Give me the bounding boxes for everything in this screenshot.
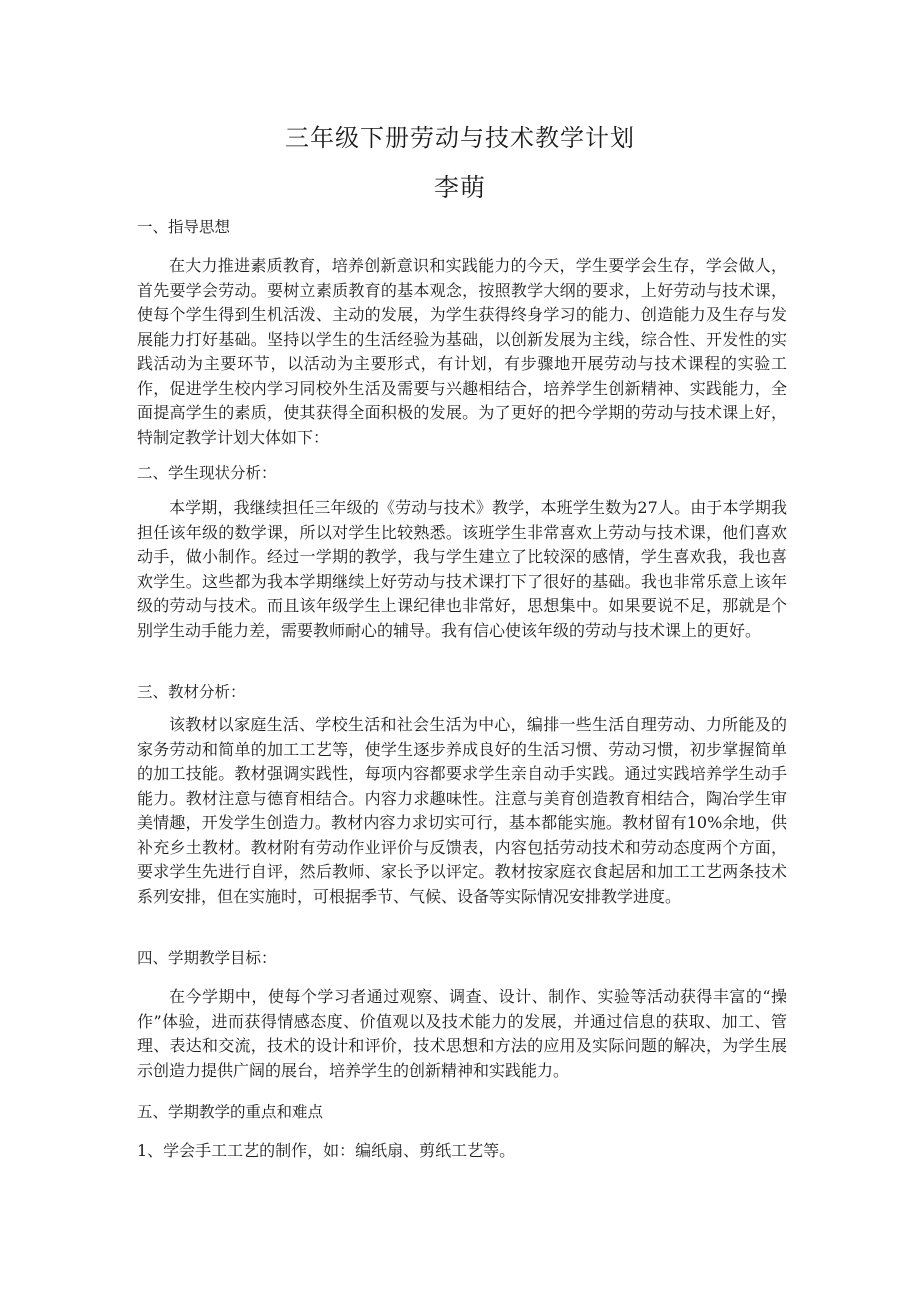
document-title: 三年级下册劳动与技术教学计划 <box>285 124 635 152</box>
section-paragraph-1: 在大力推进素质教育，培养创新意识和实践能力的今天，学生要学会生存，学会做人，首先要学会劳动。要树立素质教育的基本观念，按照教学大纲的要求，上好劳动与技术课，使每个学生得到生机活泼、主动的发展，为学生获得终身学习的能力、创造能力及生存与发展能力打好基础。坚持以学生的生活经验为基础，以创新发展为主线，综合性、开发性的实践活动为主要环节，以活动为主要形式，有计划，有步骤地开展劳动与技术课程的实验工作，促进学生校内学习同校外生活及需要与兴趣相结合，培养学生创新精神、实践能力，全面提高学生的素质，使其获得全面积极的发展。为了更好的把今学期的劳动与技术课上好，特制定教学计划大体如下： <box>137 256 787 447</box>
author-name: 李萌 <box>433 173 486 202</box>
section-paragraph-4: 在今学期中，使每个学习者通过观察、调查、设计、制作、实验等活动获得丰富的“操作”体验，进而获得情感态度、价值观以及技术能力的发展，并通过信息的获取、加工、管理、表达和交流，技术的设计和评价，技术思想和方法的应用及实际问题的解决，为学生展示创造力提供广阔的展台，培养学生的创新精神和实践能力。 <box>137 987 787 1080</box>
section-heading-1: 一、指导思想 <box>137 218 231 236</box>
section-heading-5: 五、学期教学的重点和难点 <box>137 1103 324 1121</box>
section-paragraph-2: 本学期，我继续担任三年级的《劳动与技术》教学，本班学生数为27人。由于本学期我担任该年级的数学课，所以对学生比较熟悉。该班学生非常喜欢上劳动与技术课，他们喜欢动手，做小制作。经过一学期的教学，我与学生建立了比较深的感情，学生喜欢我，我也喜欢学生。这些都为我本学期继续上好劳动与技术课打下了很好的基础。我也非常乐意上该年级的劳动与技术。而且该年级学生上课纪律也非常好，思想集中。如果要说不足，那就是个别学生动手能力差，需要教师耐心的辅导。我有信心使该年级的劳动与技术课上的更好。 <box>137 498 787 640</box>
section-heading-4: 四、学期教学目标： <box>137 949 277 967</box>
section-heading-3: 三、教材分析： <box>137 683 246 701</box>
list-item: 1、学会手工工艺的制作，如：编纸扇、剪纸工艺等。 <box>137 1141 516 1160</box>
section-heading-2: 二、学生现状分析： <box>137 464 277 482</box>
section-paragraph-3: 该教材以家庭生活、学校生活和社会生活为中心，编排一些生活自理劳动、力所能及的家务劳动和简单的加工工艺等，使学生逐步养成良好的生活习惯、劳动习惯，初步掌握简单的加工技能。教材强调实践性，每项内容都要求学生亲自动手实践。通过实践培养学生动手能力。教材注意与德育相结合。内容力求趣味性。注意与美育创造教育相结合，陶冶学生审美情趣，开发学生创造力。教材内容力求切实可行，基本都能实施。教材留有10%余地，供补充乡土教材。教材附有劳动作业评价与反馈表，内容包括劳动技术和劳动态度两个方面，要求学生先进行自评，然后教师、家长予以评定。教材按家庭衣食起居和加工工艺两条技术系列安排，但在实施时，可根据季节、气候、设备等实际情况安排教学进度。 <box>137 715 787 906</box>
